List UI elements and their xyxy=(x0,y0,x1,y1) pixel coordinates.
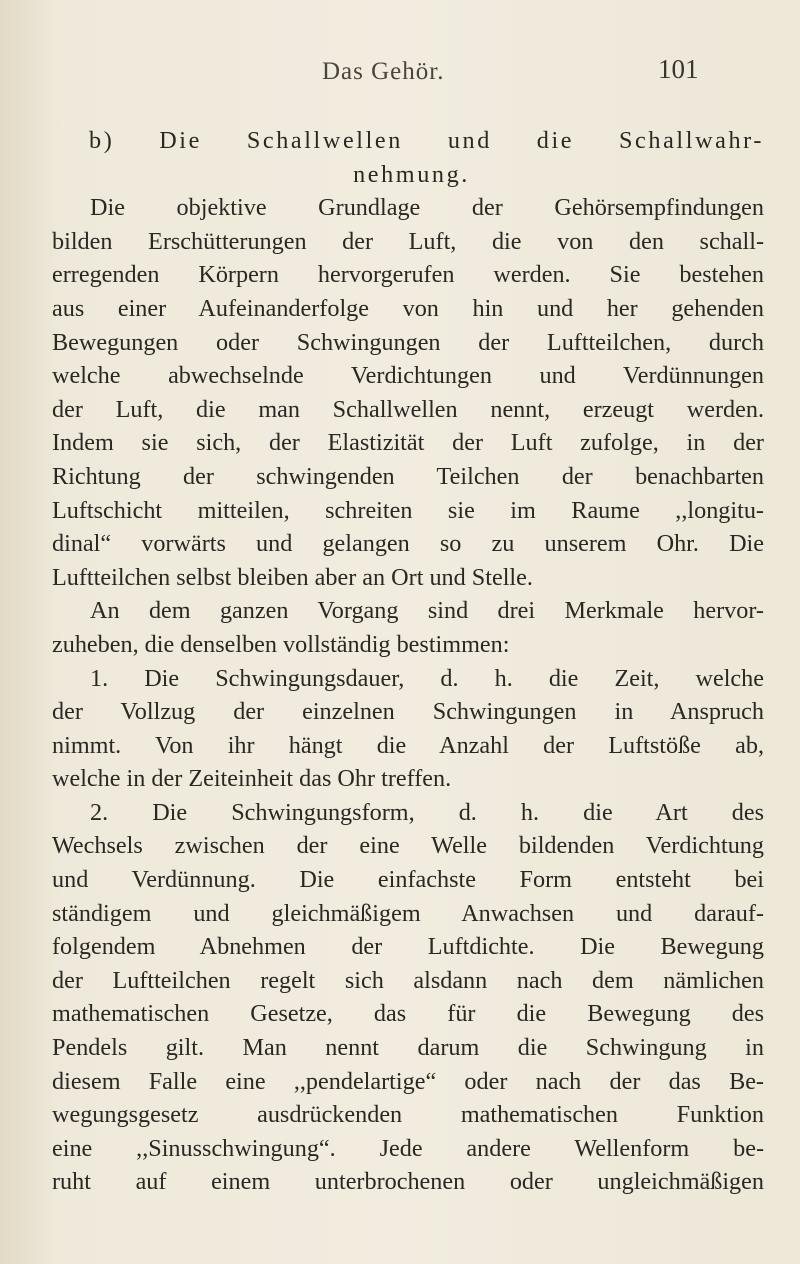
text-line: Pendels gilt. Man nennt darum die Schwingung in xyxy=(52,1034,764,1062)
text-line: Luftschicht mitteilen, schreiten sie im Raume ,,longitu- xyxy=(52,496,764,524)
text-line: Bewegungen oder Schwingungen der Luftteilchen, durch xyxy=(52,328,764,356)
paragraph xyxy=(52,662,764,796)
text-line: erregenden Körpern hervorgerufen werden. Sie bestehen xyxy=(52,261,764,289)
text-line: Die objektive Grundlage der Gehörsempfindungen xyxy=(90,194,764,222)
text-line: ständigem und gleichmäßigem Anwachsen und darauf- xyxy=(52,899,764,927)
text-line: welche in der Zeiteinheit das Ohr treffen. xyxy=(52,765,452,793)
text-line: dinal“ vorwärts und gelangen so zu unserem Ohr. Die xyxy=(52,530,764,558)
text-line: 1. Die Schwingungsdauer, d. h. die Zeit, welche xyxy=(90,664,764,692)
paragraph xyxy=(52,796,764,1199)
text-line: wegungsgesetz ausdrückenden mathematischen Funktion xyxy=(52,1101,764,1129)
body-text xyxy=(52,124,764,1199)
text-line: der Luftteilchen regelt sich alsdann nach dem nämlichen xyxy=(52,966,764,994)
text-line: folgendem Abnehmen der Luftdichte. Die Bewegung xyxy=(52,933,764,961)
text-line: aus einer Aufeinanderfolge von hin und her gehenden xyxy=(52,294,764,322)
text-line: Wechsels zwischen der eine Welle bildenden Verdichtung xyxy=(52,832,764,860)
heading-line: b) Die Schallwellen und die Schallwahr- xyxy=(89,127,764,154)
text-line: eine ,,Sinusschwingung“. Jede andere Wellenform be- xyxy=(52,1134,764,1162)
text-line: Indem sie sich, der Elastizität der Luft zufolge, in der xyxy=(52,429,764,457)
text-line: An dem ganzen Vorgang sind drei Merkmale hervor- xyxy=(90,597,764,625)
paragraph xyxy=(52,594,764,661)
text-line: nimmt. Von ihr hängt die Anzahl der Luftstöße ab, xyxy=(52,731,764,759)
text-line: ruht auf einem unterbrochenen oder ungleichmäßigen xyxy=(52,1168,764,1196)
page-number: 101 xyxy=(658,54,699,84)
section-heading xyxy=(52,124,764,191)
text-line: welche abwechselnde Verdichtungen und Verdünnungen xyxy=(52,362,764,390)
text-line: der Luft, die man Schallwellen nennt, erzeugt werden. xyxy=(52,395,764,423)
text-line: diesem Falle eine ,,pendelartige“ oder nach der das Be- xyxy=(52,1067,764,1095)
text-line: zuheben, die denselben vollständig bestimmen: xyxy=(52,630,510,658)
page-header xyxy=(0,52,800,92)
text-line: der Vollzug der einzelnen Schwingungen in Anspruch xyxy=(52,698,764,726)
text-line: bilden Erschütterungen der Luft, die von den schall- xyxy=(52,227,764,255)
heading-line: nehmung. xyxy=(353,160,470,188)
text-line: 2. Die Schwingungsform, d. h. die Art des xyxy=(90,798,764,826)
text-line: Richtung der schwingenden Teilchen der benachbarten xyxy=(52,462,764,490)
running-title: Das Gehör. xyxy=(322,58,445,85)
text-line: und Verdünnung. Die einfachste Form entsteht bei xyxy=(52,866,764,894)
paragraph xyxy=(52,191,764,594)
text-line: mathematischen Gesetze, das für die Bewegung des xyxy=(52,1000,764,1028)
text-line: Luftteilchen selbst bleiben aber an Ort und Stelle. xyxy=(52,563,533,591)
